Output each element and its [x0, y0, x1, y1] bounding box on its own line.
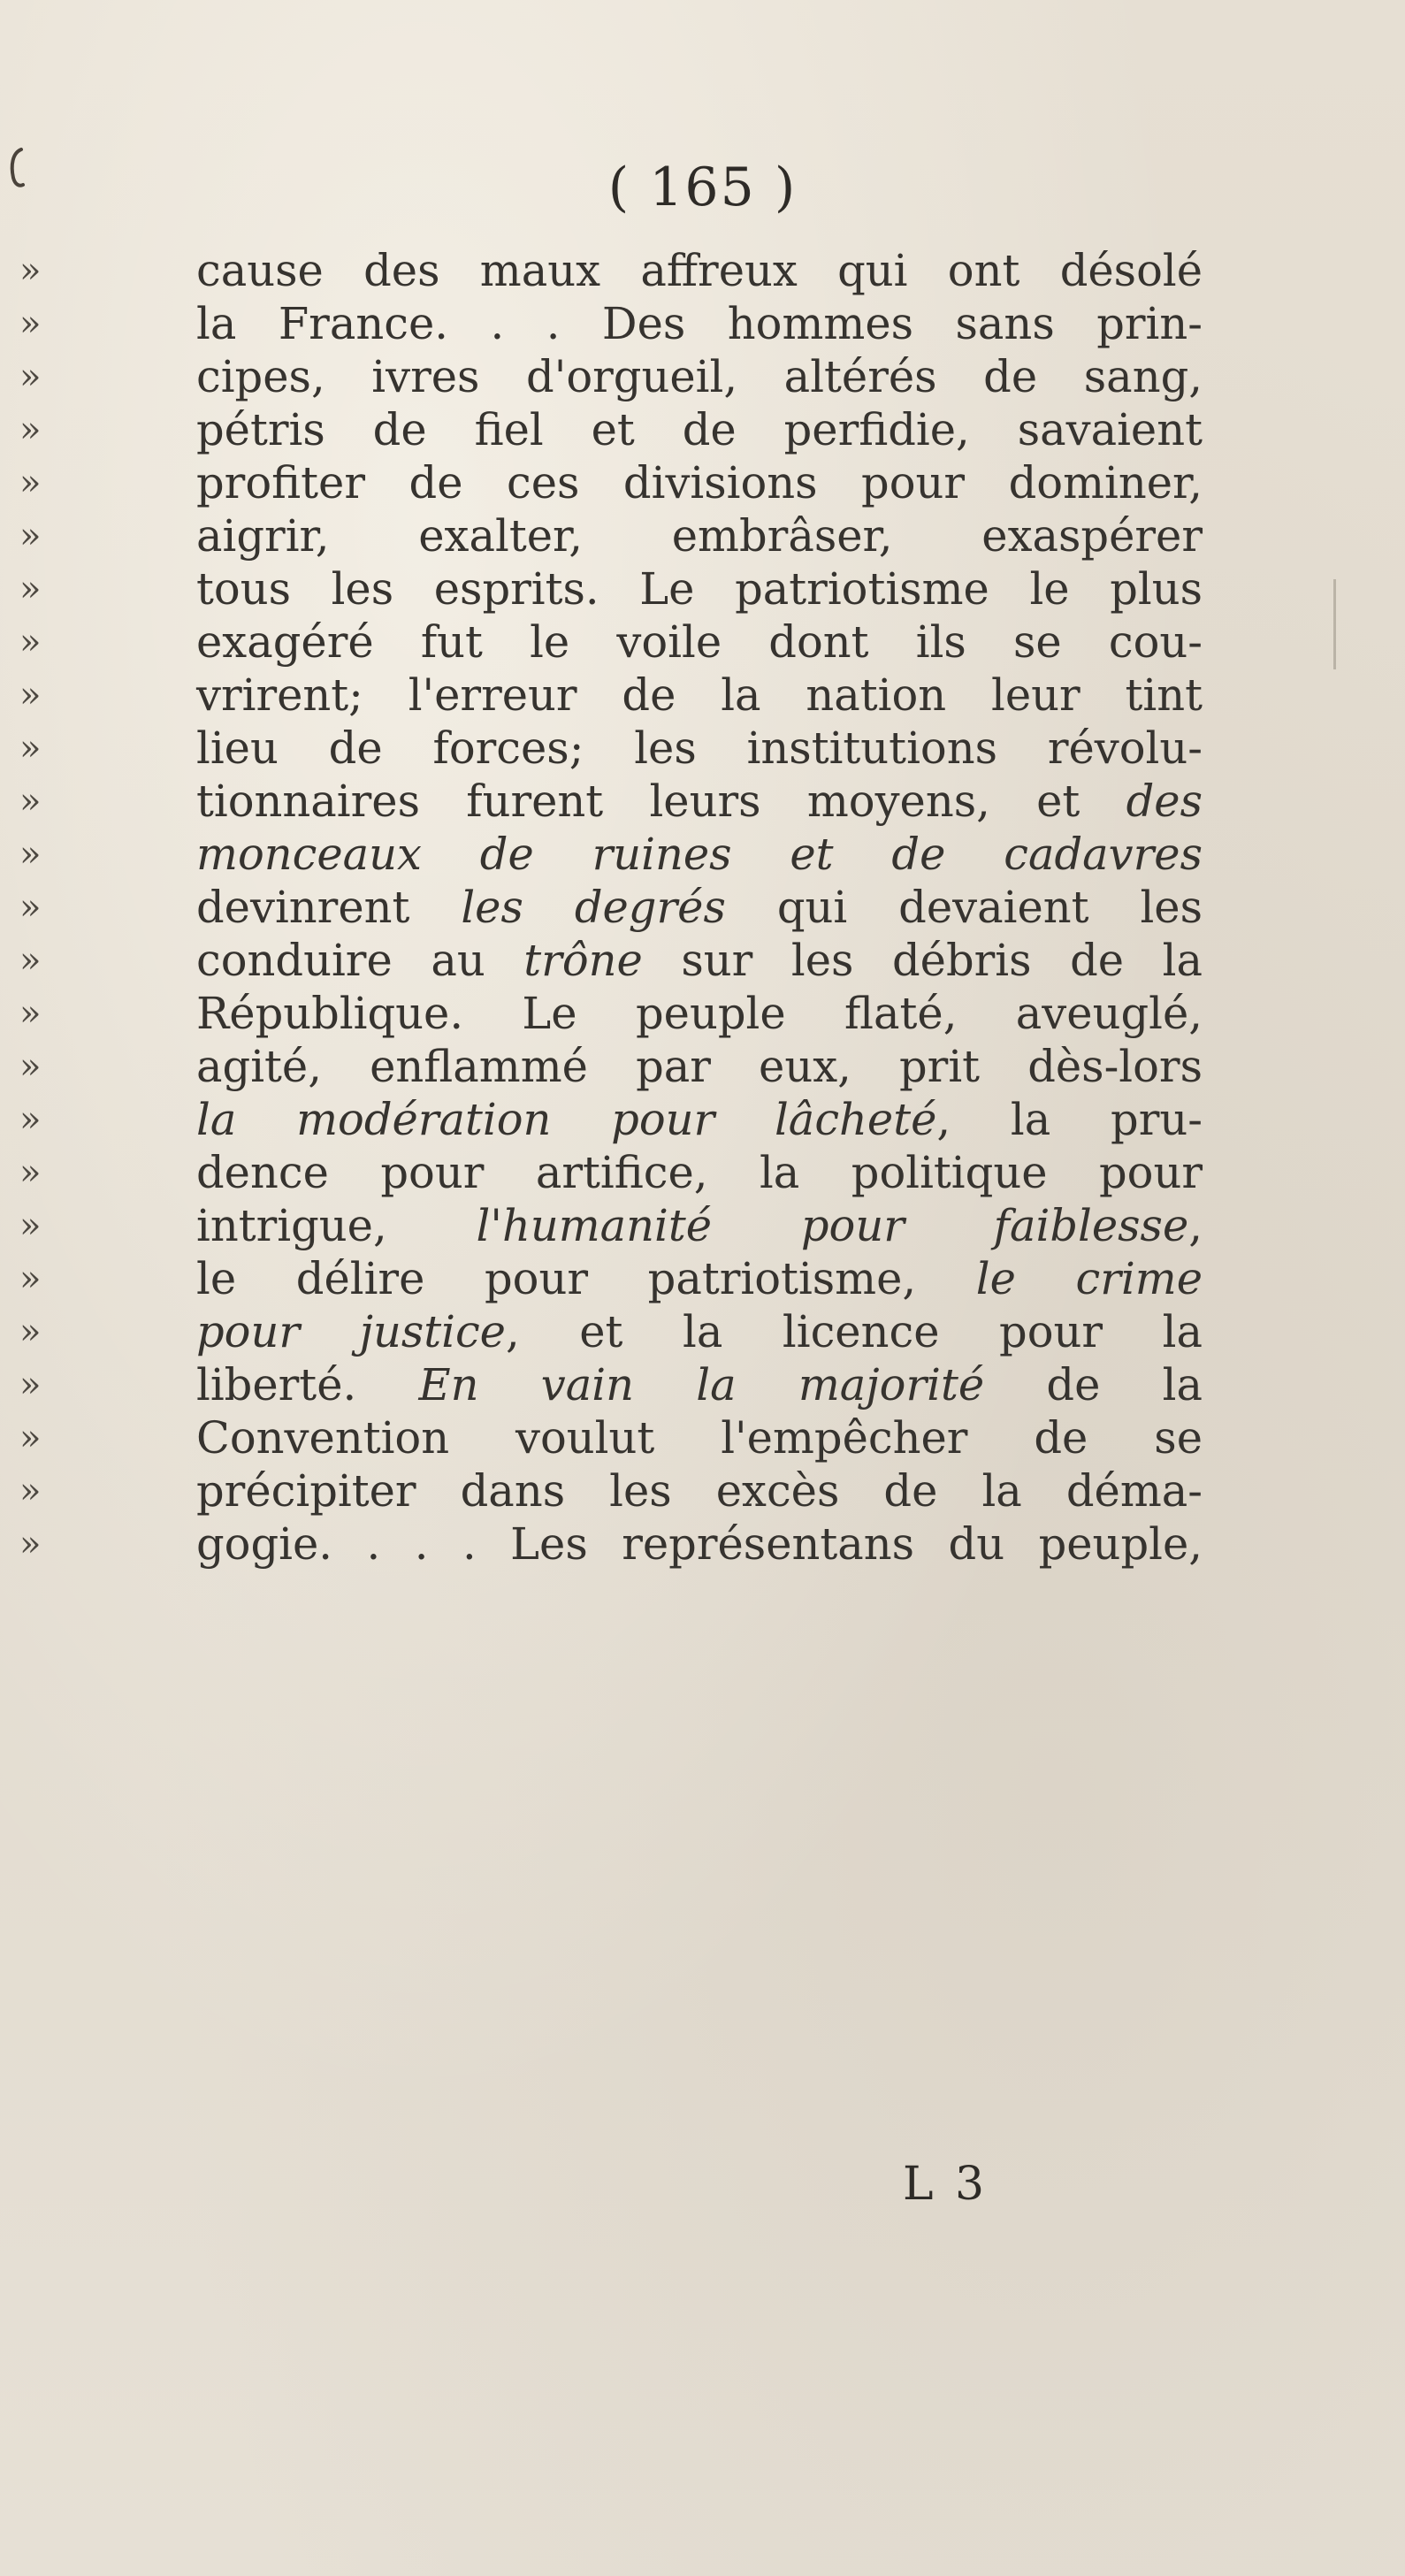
quote-mark: »	[19, 1152, 42, 1193]
roman-text: pétris de fiel et de perfidie, savaient	[196, 404, 1203, 455]
line-content	[196, 350, 1203, 403]
roman-text: cause des maux affreux qui ont désolé	[196, 245, 1203, 296]
roman-text: tionnaires furent leurs moyens, et	[196, 776, 1126, 827]
roman-text: , et la licence pour la	[505, 1306, 1203, 1357]
text-line	[19, 722, 1203, 775]
quote-mark: »	[19, 887, 42, 928]
text-line	[19, 456, 1203, 509]
line-content	[196, 1517, 1203, 1571]
quote-mark: »	[19, 462, 42, 503]
line-content	[196, 509, 1203, 562]
line-content	[196, 1411, 1203, 1464]
line-content	[196, 669, 1203, 722]
italic-text: pour justice	[196, 1306, 506, 1357]
quote-mark: »	[19, 409, 42, 450]
quote-mark: »	[19, 728, 42, 768]
text-line	[19, 1252, 1203, 1305]
quote-mark: »	[19, 1364, 42, 1405]
text-line	[19, 1464, 1203, 1517]
italic-text: la modération pour lâcheté	[196, 1094, 937, 1145]
quote-mark: »	[19, 834, 42, 875]
line-content	[196, 881, 1203, 934]
line-content	[196, 244, 1203, 297]
quote-mark: »	[19, 356, 42, 397]
roman-text: gogie. . . . Les représentans du peuple,	[196, 1518, 1203, 1570]
text-line	[19, 350, 1203, 403]
roman-text: précipiter dans les excès de la déma-	[196, 1465, 1203, 1517]
italic-text: les degrés	[461, 882, 726, 933]
quote-mark: »	[19, 1099, 42, 1140]
quote-mark: »	[19, 569, 42, 609]
quote-mark: »	[19, 1046, 42, 1087]
roman-text: liberté.	[196, 1359, 419, 1410]
quote-mark: »	[19, 1205, 42, 1246]
quote-mark: »	[19, 1258, 42, 1299]
roman-text: intrigue,	[196, 1200, 477, 1251]
roman-text: devinrent	[196, 882, 462, 933]
text-line	[19, 934, 1203, 987]
roman-text: conduire au	[196, 935, 524, 986]
line-content	[196, 934, 1203, 987]
roman-text: qui devaient les	[725, 882, 1203, 933]
roman-text: la France. . . Des hommes sans prin-	[196, 298, 1203, 349]
text-line	[19, 881, 1203, 934]
italic-text: l'humanité pour faiblesse	[476, 1200, 1189, 1251]
italic-text: monceaux de ruines et de cadavres	[196, 829, 1203, 880]
text-line	[19, 1305, 1203, 1358]
italic-text: le crime	[975, 1253, 1203, 1304]
roman-text: dence pour artifice, la politique pour	[196, 1147, 1203, 1198]
line-content	[196, 1358, 1203, 1411]
line-content	[196, 828, 1203, 881]
text-line	[19, 1199, 1203, 1252]
roman-text: , la pru-	[936, 1094, 1203, 1145]
text-line	[19, 403, 1203, 456]
quote-mark: »	[19, 675, 42, 715]
line-content	[196, 987, 1203, 1040]
quote-mark: »	[19, 1524, 42, 1564]
roman-text: cipes, ivres d'orgueil, altérés de sang,	[196, 351, 1203, 402]
line-content	[196, 1305, 1203, 1358]
line-content	[196, 1146, 1203, 1199]
text-line	[19, 1411, 1203, 1464]
roman-text: agité, enflammé par eux, prit dès-lors	[196, 1041, 1203, 1092]
roman-text: tous les esprits. Le patriotisme le plus	[196, 563, 1203, 615]
text-line	[19, 987, 1203, 1040]
printer-signature: L 3	[903, 2158, 989, 2211]
line-content	[196, 562, 1203, 615]
text-line	[19, 1146, 1203, 1199]
roman-text: aigrir, exalter, embrâser, exaspérer	[196, 510, 1203, 562]
italic-text: En vain la majorité	[418, 1359, 985, 1410]
quote-mark: »	[19, 303, 42, 344]
text-line	[19, 297, 1203, 350]
quote-mark: »	[19, 1471, 42, 1511]
roman-text: Convention voulut l'empêcher de se	[196, 1412, 1203, 1464]
quote-mark: »	[19, 250, 42, 291]
line-content	[196, 615, 1203, 669]
roman-text: vrirent; l'erreur de la nation leur tint	[196, 669, 1203, 721]
text-line	[19, 775, 1203, 828]
roman-text: République. Le peuple flaté, aveuglé,	[196, 988, 1203, 1039]
quote-mark: »	[19, 1311, 42, 1352]
quote-mark: »	[19, 781, 42, 822]
roman-text: profiter de ces divisions pour dominer,	[196, 457, 1203, 508]
line-content	[196, 297, 1203, 350]
quote-mark: »	[19, 940, 42, 981]
roman-text: de la	[984, 1359, 1203, 1410]
line-content	[196, 456, 1203, 509]
roman-text: sur les débris de la	[642, 935, 1203, 986]
page-edge-mark	[1333, 579, 1336, 669]
quote-mark: »	[19, 993, 42, 1034]
line-content	[196, 1252, 1203, 1305]
roman-text: lieu de forces; les institutions révolu-	[196, 722, 1203, 774]
line-content	[196, 1464, 1203, 1517]
line-content	[196, 1040, 1203, 1093]
italic-text: des	[1126, 776, 1203, 827]
roman-text: exagéré fut le voile dont ils se cou-	[196, 616, 1203, 668]
text-line	[19, 509, 1203, 562]
roman-text: ,	[1188, 1200, 1203, 1251]
text-line	[19, 615, 1203, 669]
text-line	[19, 562, 1203, 615]
roman-text: le délire pour patriotisme,	[196, 1253, 976, 1304]
line-content	[196, 403, 1203, 456]
text-line	[19, 828, 1203, 881]
text-line	[19, 1358, 1203, 1411]
text-line	[19, 1517, 1203, 1571]
quote-mark: »	[19, 1418, 42, 1458]
page-number: ( 165 )	[607, 157, 798, 218]
text-line	[19, 1040, 1203, 1093]
line-content	[196, 1093, 1203, 1146]
text-line	[19, 1093, 1203, 1146]
italic-text: trône	[523, 935, 643, 986]
line-content	[196, 722, 1203, 775]
line-content	[196, 775, 1203, 828]
text-line	[19, 669, 1203, 722]
quote-mark: »	[19, 516, 42, 556]
line-content	[196, 1199, 1203, 1252]
body-text	[19, 244, 1203, 1571]
quote-mark: »	[19, 622, 42, 662]
text-line	[19, 244, 1203, 297]
